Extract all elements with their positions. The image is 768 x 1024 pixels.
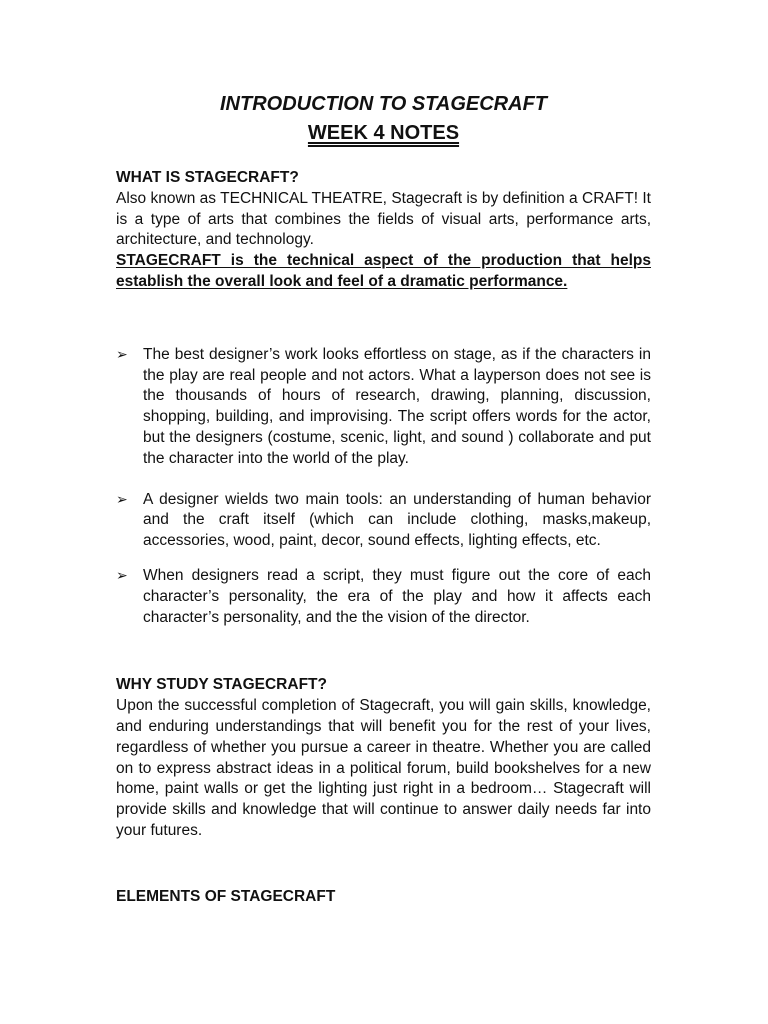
section-emphasis-what-is: STAGECRAFT is the technical aspect of the production that helps establish the overall look and feel of a dramatic performance. — [116, 252, 651, 290]
list-item — [116, 345, 651, 470]
bullet-text: When designers read a script, they must figure out the core of each character’s personality, the era of the play and how it affects each character’s personality, and the the vision of the director. — [143, 566, 651, 626]
document-subtitle — [116, 119, 651, 148]
section-body-what-is: Also known as TECHNICAL THEATRE, Stagecraft is by definition a CRAFT! It is a type of arts that combines the fields of visual arts, performance arts, architecture, and technology. — [116, 189, 651, 249]
list-item — [116, 566, 651, 628]
bullet-text: The best designer’s work looks effortless on stage, as if the characters in the play are real people and not actors. What a layperson does not see is the thousands of hours of research, drawing, planning, discussion, shopping, building, and improvising. The script offers words for the actor, but the designers (costume, scenic, light, and sound ) collaborate and put the character into the world of the play. — [143, 345, 651, 467]
bullet-list — [116, 345, 651, 629]
document-title: INTRODUCTION TO STAGECRAFT — [219, 93, 548, 115]
arrow-bullet-icon: ➢ — [116, 491, 128, 508]
arrow-bullet-icon: ➢ — [116, 346, 128, 363]
section-heading-what-is: WHAT IS STAGECRAFT? — [116, 169, 299, 186]
section-body-why-study: Upon the successful completion of Stagecraft, you will gain skills, knowledge, and enduring understandings that will benefit you for the rest of your lives, regardless of whether you pursue a career in theatre. Whether you are called on to express abstract ideas in a political forum, build bookshelves for a new home, paint walls or get the lighting just right in a bedroom… Stagecraft will provide skills and knowledge that will continue to answer daily needs far into your futures. — [116, 697, 651, 839]
document-content — [116, 90, 651, 908]
list-item — [116, 490, 651, 552]
arrow-bullet-icon: ➢ — [116, 567, 128, 584]
bullet-text: A designer wields two main tools: an understanding of human behavior and the craft itself (which can include clothing, masks,makeup, accessories, wood, paint, decor, sound effects, lighting effects, etc. — [143, 490, 651, 550]
section-heading-why-study: WHY STUDY STAGECRAFT? — [116, 676, 327, 694]
section-heading-elements: ELEMENTS OF STAGECRAFT — [116, 887, 336, 905]
document-subtitle-text: WEEK 4 NOTES — [307, 122, 460, 144]
